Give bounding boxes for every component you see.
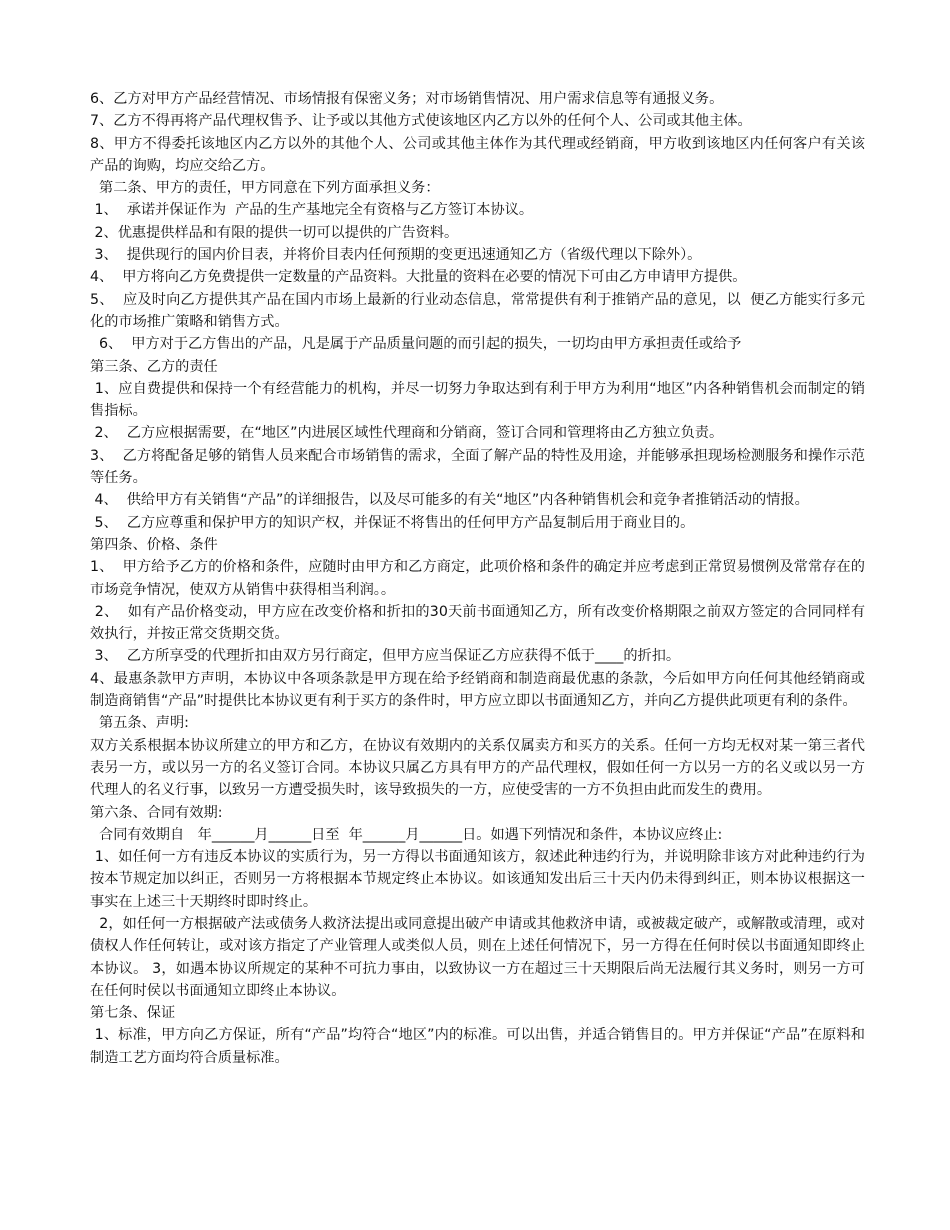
section-6-term-line: 合同有效期自 年______月______日至 年______月______日。如遇下列情况和条件，本协议应终止: xyxy=(90,826,723,843)
section-5-heading: 第五条、声明: xyxy=(90,715,189,732)
section-4-item-4: 4、最惠条款甲方声明，本协议中各项条款是甲方现在给予经销商和制造商最优惠的条款，今后如甲方向任何其他经销商或制造商销售“产品”时提供比本协议更有利于买方的条件时，甲方应立即以书面通知乙方，并向乙方提供此项更有利的条件。 xyxy=(90,670,865,710)
section-2-item-6: 6、 甲方对于乙方售出的产品，凡是属于产品质量问题的而引起的损失，一切均由甲方承担责任或给予 xyxy=(90,336,742,353)
section-6-item-2-3: 2，如任何一方根据破产法或债务人救济法提出或同意提出破产申请或其他救济申请，或被裁定破产，或解散或清理，或对债权人作任何转让，或对该方指定了产业管理人或类似人员，则在上述任何情况下，另一方得在任何时侯以书面通知即终止本协议。 3，如遇本协议所规定的某种不可抗力事由，以致协议一方在超过三十天期限后尚无法履行其义务时，则另一方可在任何时侯以书面通知立即终止本协议。 xyxy=(90,915,865,999)
section-2-item-2: 2、优惠提供样品和有限的提供一切可以提供的广告资料。 xyxy=(90,224,459,241)
section-4-item-1: 1、 甲方给予乙方的价格和条件，应随时由甲方和乙方商定，此项价格和条件的确定并应考虑到正常贸易惯例及常常存在的市场竞争情况，使双方从销售中获得相当利润。。 xyxy=(90,559,865,598)
clause-6-confidentiality: 6、乙方对甲方产品经营情况、市场情报有保密义务；对市场销售情况、用户需求信息等有通报义务。 xyxy=(90,91,724,107)
section-4-item-2: 2、 如有产品价格变动，甲方应在改变价格和折扣的30天前书面通知乙方，所有改变价格期限之前双方签定的合同同样有效执行，并按正常交货期交货。 xyxy=(90,603,866,643)
clause-8-no-other-agents: 8、甲方不得委托该地区内乙方以外的其他个人、公司或其他主体作为其代理或经销商，甲方收到该地区内任何客户有关该产品的询购，均应交给乙方。 xyxy=(90,135,865,174)
clause-7-no-transfer: 7、乙方不得再将产品代理权售予、让予或以其他方式使该地区内乙方以外的任何个人、公司或其他主体。 xyxy=(90,113,752,130)
section-3-item-2: 2、 乙方应根据需要，在“地区”内进展区域性代理商和分销商，签订合同和管理将由乙方独立负责。 xyxy=(90,425,724,442)
section-2-item-5: 5、 应及时向乙方提供其产品在国内市场上最新的行业动态信息，常常提供有利于推销产品的意见，以 便乙方能实行多元化的市场推广策略和销售方式。 xyxy=(90,291,865,330)
section-6-heading: 第六条、合同有效期: xyxy=(90,804,223,821)
section-3-item-4: 4、 供给甲方有关销售“产品”的详细报告，以及尽可能多的有关“地区”内各种销售机会和竞争者推销活动的情报。 xyxy=(90,492,809,509)
section-7-item-1: 1、标准，甲方向乙方保证，所有“产品”均符合“地区”内的标准。可以出售，并适合销售目的。甲方并保证“产品”在原料和制造工艺方面均符合质量标准。 xyxy=(90,1027,865,1066)
section-5-body: 双方关系根据本协议所建立的甲方和乙方，在协议有效期内的关系仅属卖方和买方的关系。任何一方均无权对某一第三者代表另一方，或以另一方的名义签订合同。本协议只属乙方具有甲方的产品代理权，假如任何一方以另一方的名义或以另一方代理人的名义行事，以致另一方遭受损失时，该导致损失的一方，应使受害的一方不负担由此而发生的费用。 xyxy=(90,737,865,799)
section-2-heading: 第二条、甲方的责任，甲方同意在下列方面承担义务： xyxy=(90,180,440,197)
section-4-item-3: 3、 乙方所享受的代理折扣由双方另行商定，但甲方应当保证乙方应获得不低于____的折扣。 xyxy=(90,648,681,665)
section-7-heading: 第七条、保证 xyxy=(90,1005,176,1022)
section-2-item-3: 3、 提供现行的国内价目表，并将价目表内任何预期的变更迅速通知乙方（省级代理以下除外）。 xyxy=(90,247,702,264)
section-6-item-1: 1、如任何一方有违反本协议的实质行为，另一方得以书面通知该方，叙述此种违约行为，并说明除非该方对此种违约行为按本节规定加以纠正，否则另一方将根据本节规定终止本协议。如该通知发出后三十天内仍未得到纠正，则本协议根据这一事实在上述三十天期终时即时终止。 xyxy=(90,849,865,910)
document-body xyxy=(90,88,865,1069)
section-4-heading: 第四条、价格、条件 xyxy=(90,536,218,553)
section-3-item-3: 3、 乙方将配备足够的销售人员来配合市场销售的需求，全面了解产品的特性及用途，并能够承担现场检测服务和操作示范等任务。 xyxy=(90,447,865,487)
section-2-item-1: 1、 承诺并保证作为 产品的生产基地完全有资格与乙方签订本协议。 xyxy=(90,202,534,219)
section-3-heading: 第三条、乙方的责任 xyxy=(90,358,218,375)
section-3-item-1: 1、应自费提供和保持一个有经营能力的机构，并尽一切努力争取达到有利于甲方为利用“地区”内各种销售机会而制定的销售指标。 xyxy=(90,380,866,420)
section-3-item-5: 5、 乙方应尊重和保护甲方的知识产权，并保证不将售出的任何甲方产品复制后用于商业目的。 xyxy=(90,514,695,531)
section-2-item-4: 4、 甲方将向乙方免费提供一定数量的产品资料。大批量的资料在必要的情况下可由乙方申请甲方提供。 xyxy=(90,269,747,286)
